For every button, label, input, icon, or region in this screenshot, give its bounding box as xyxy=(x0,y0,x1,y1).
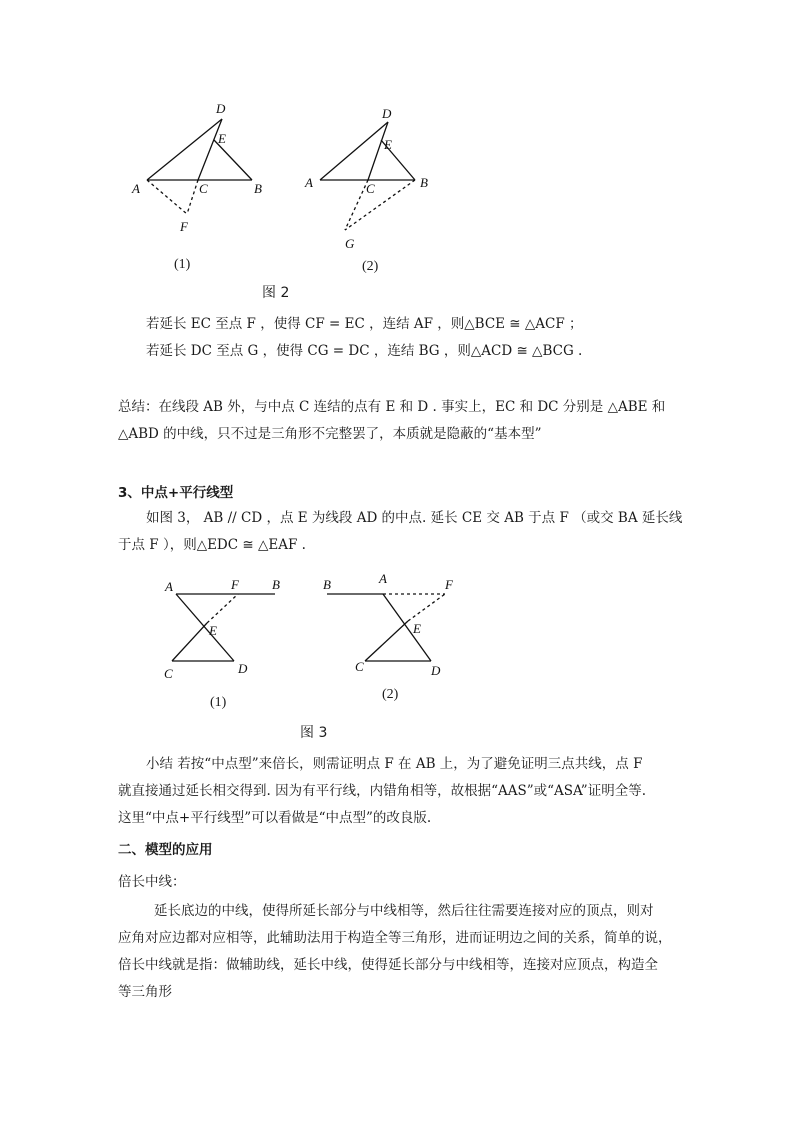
label-F: F xyxy=(445,577,453,592)
label-E: E xyxy=(413,621,421,636)
text-line-2: 若延长 DC 至点 G ，使得 CG = DC ，连结 BG ，则△ACD ≅ △BCG . xyxy=(146,343,583,359)
label-A: A xyxy=(305,175,313,190)
label-D: D xyxy=(431,663,441,678)
label-B: B xyxy=(272,577,280,592)
p3-line-1: 如图 3， AB // CD ，点 E 为线段 AD 的中点. 延长 CE 交 AB 于点 F （或交 BA 延长线 xyxy=(146,510,683,526)
label-D: D xyxy=(238,661,248,676)
figure3-caption-1: (1) xyxy=(210,695,227,710)
label-F: F xyxy=(180,219,188,234)
xiaojie-line-3: 这里“中点+平行线型”可以看做是“中点型”的改良版. xyxy=(118,810,432,826)
p3-line-2: 于点 F ），则△EDC ≅ △EAF . xyxy=(118,537,306,553)
paragraph-xiaojie xyxy=(118,751,688,832)
label-C: C xyxy=(355,659,364,674)
app-line-3: 倍长中线就是指：做辅助线，延长中线，使得延长部分与中线相等，连接对应顶点，构造全 xyxy=(118,957,658,973)
label-E: E xyxy=(218,131,226,146)
paragraph-beichang-label xyxy=(118,869,688,896)
label-C: C xyxy=(199,181,208,196)
xiaojie-line-2: 就直接通过延长相交得到. 因为有平行线，内错角相等，故根据“AAS”或“ASA”证明全等. xyxy=(118,783,646,799)
label-C: C xyxy=(164,666,173,681)
label-E: E xyxy=(209,623,217,638)
label-D: D xyxy=(216,101,226,116)
label-F: F xyxy=(231,577,239,592)
label-G: G xyxy=(345,236,355,251)
xiaojie-line-1: 小结 若按“中点型”来倍长，则需证明点 F 在 AB 上，为了避免证明三点共线，点 F xyxy=(146,756,643,772)
app-line-2: 应角对应边都对应相等，此辅助法用于构造全等三角形，进而证明边之间的关系，简单的说， xyxy=(118,930,672,946)
label-B: B xyxy=(420,175,428,190)
section-heading-3: 3、中点+平行线型 xyxy=(118,485,234,501)
label-E: E xyxy=(384,137,392,152)
summary-line-2: △ABD 的中线，只不过是三角形不完整罢了，本质就是隐蔽的“基本型” xyxy=(118,426,542,442)
section-heading-2: 二、模型的应用 xyxy=(118,842,213,858)
label-A: A xyxy=(165,579,173,594)
beichang-label: 倍长中线： xyxy=(118,874,186,890)
paragraph-application xyxy=(118,898,688,1006)
app-line-4: 等三角形 xyxy=(118,984,172,1000)
text-line-1: 若延长 EC 至点 F ，使得 CF = EC ，连结 AF ，则△BCE ≅ △ACF ； xyxy=(146,316,583,332)
label-C: C xyxy=(366,181,375,196)
figure3-caption-2: (2) xyxy=(382,687,399,702)
label-B: B xyxy=(254,181,262,196)
app-line-1: 延长底边的中线，使得所延长部分与中线相等，然后往往需要连接对应的顶点，则对 xyxy=(154,903,654,919)
label-B: B xyxy=(323,577,331,592)
label-A: A xyxy=(379,571,387,586)
summary-line-1: 总结：在线段 AB 外，与中点 C 连结的点有 E 和 D . 事实上，EC 和 DC 分别是 △ABE 和 xyxy=(118,399,666,415)
label-D: D xyxy=(382,106,392,121)
label-A: A xyxy=(132,181,140,196)
figure2-caption-2: (2) xyxy=(362,259,379,274)
figure2-title: 图 2 xyxy=(262,285,290,301)
figure3-title: 图 3 xyxy=(300,725,328,741)
figure2-caption-1: (1) xyxy=(174,257,191,272)
